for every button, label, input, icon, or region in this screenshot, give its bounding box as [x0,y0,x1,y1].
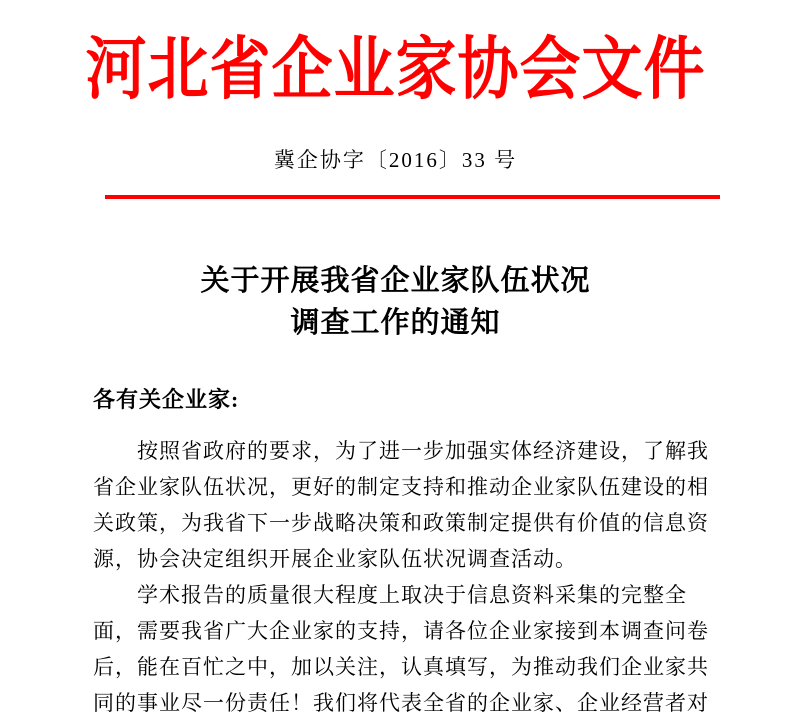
red-divider-line [105,195,720,199]
document-body [93,382,708,721]
doc-number: 冀企协字〔2016〕33 号 [273,148,518,172]
body-line: 源，协会决定组织开展企业家队伍状况调查活动。 [93,547,577,571]
body-line: 同的事业尽一份责任！我们将代表全省的企业家、企业经营者对 [93,691,709,715]
body-line: 面，需要我省广大企业家的支持，请各位企业家接到本调查问卷 [93,619,709,643]
salutation: 各有关企业家: [93,387,240,412]
document-title-line-2: 调查工作的通知 [290,307,501,339]
body-line: 按照省政府的要求，为了进一步加强实体经济建设，了解我 [137,439,709,463]
body-line: 关政策，为我省下一步战略决策和政策制定提供有价值的信息资 [93,511,709,535]
body-line: 后，能在百忙之中，加以关注，认真填写，为推动我们企业家共 [93,655,709,679]
body-line: 省企业家队伍状况，更好的制定支持和推动企业家队伍建设的相 [93,475,709,499]
document-title [0,260,791,344]
body-line: 学术报告的质量很大程度上取决于信息资料采集的完整全 [137,583,687,607]
letterhead-title: 河北省企业家协会文件 [85,32,706,108]
document-title-line-1: 关于开展我省企业家队伍状况 [200,265,591,297]
